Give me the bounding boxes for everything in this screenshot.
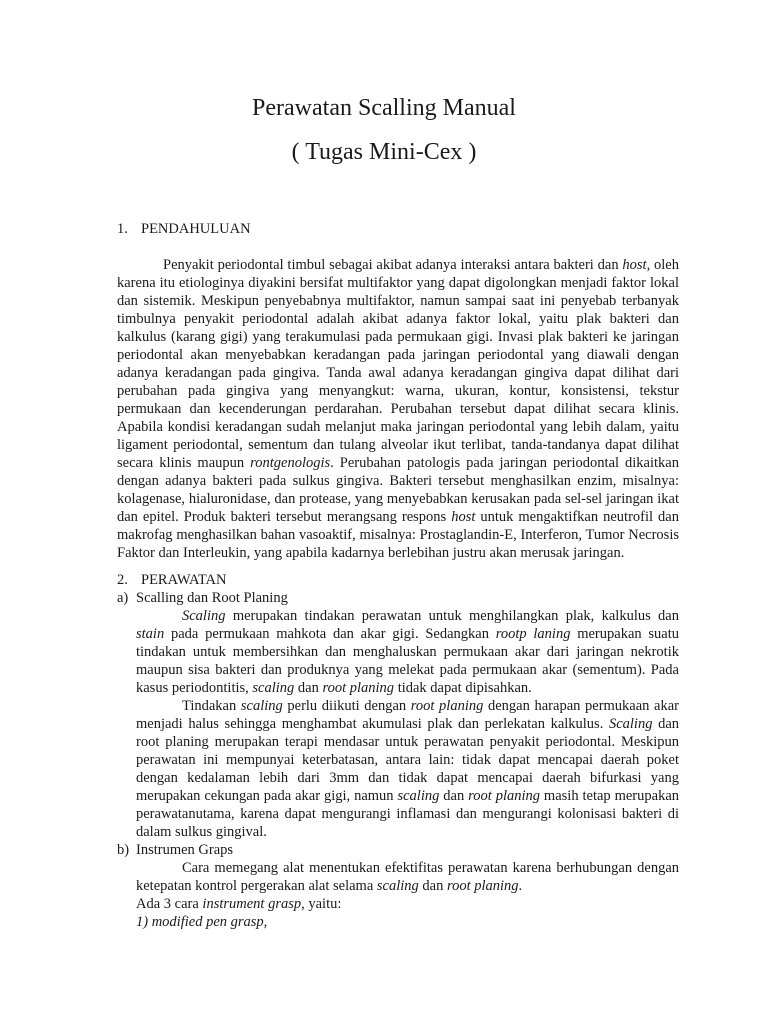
- section-1-paragraph: Penyakit periodontal timbul sebagai akibat adanya interaksi antara bakteri dan host, oleh karena itu etiologinya diyakini bersifat multifaktor yang dapat digolongkan menjadi faktor lokal dan sistemik. Meskipun penyebabnya multifaktor, namun sampai saat ini penyebab terbanyak timbulnya penyakit periodontal adalah akibat adanya faktor lokal, yaitu plak bakteri dan kalkulus (karang gigi) yang terakumulasi pada permukaan gigi. Invasi plak bakteri ke jaringan periodontal akan menyebabkan keradangan pada jaringan periodontal yang diawali dengan adanya keradangan pada gingiva. Tanda awal adanya keradangan gingiva dapat dilihat dari perubahan pada gingiva yang menyangkut: warna, ukuran, kontur, konsistensi, tekstur permukaan dan kecenderungan perdarahan. Perubahan tersebut dapat dilihat secara klinis. Apabila kondisi keradangan sudah melanjut maka jaringan periodontal yang lebih dalam, yaitu ligament periodontal, sementum dan tulang alveolar ikut terlibat, tanda-tandanya dapat dilihat secara klinis maupun rontgenologis. Perubahan patologis pada jaringan periodontal dikaitkan dengan adanya bakteri pada sulkus gingiva. Bakteri tersebut menghasilkan enzim, misalnya: kolagenase, hialuronidase, dan protease, yang menyebabkan kerusakan pada sel-sel jaringan ikat dan epitel. Produk bakteri tersebut merangsang respons host untuk mengaktifkan neutrofil dan makrofag menghasilkan bahan vasoaktif, misalnya: Prostaglandin-E, Interferon, Tumor Necrosis Faktor dan Interleukin, yang apabila kadarnya berlebihan justru akan merusak jaringan.: [117, 257, 679, 561]
- scaling-paragraph-1: Scaling merupakan tindakan perawatan untuk menghilangkan plak, kalkulus dan stain pada permukaan mahkota dan akar gigi. Sedangkan rootp laning merupakan suatu tindakan untuk membersihkan dan menghaluskan permukaan akar dari jaringan nekrotik maupun sisa bakteri dan produknya yang melekat pada permukaan akar (sementum). Pada kasus periodontitis, scaling dan root planing tidak dapat dipisahkan.: [136, 608, 680, 696]
- subsection-b-heading: Instrumen Graps: [136, 842, 234, 858]
- grasp-list-item-1: 1) modified pen grasp,: [136, 914, 268, 930]
- grasp-intro: Ada 3 cara instrument grasp, yaitu:: [136, 896, 342, 912]
- section-1-number: 1.: [117, 221, 128, 237]
- grasp-paragraph: Cara memegang alat menentukan efektifitas perawatan karena berhubungan dengan ketepatan kontrol pergerakan alat selama scaling dan root planing.: [136, 860, 679, 894]
- section-2-heading: PERAWATAN: [141, 572, 227, 588]
- scaling-paragraph-2: Tindakan scaling perlu diikuti dengan root planing dengan harapan permukaan akar menjadi halus sehingga menghambat akumulasi plak dan perlekatan kalkulus. Scaling dan root planing merupakan terapi mendasar untuk perawatan penyakit periodontal. Meskipun perawatan ini mempunyai keterbatasan, antara lain: tidak dapat mencapai daerah poket dengan kedalaman lebih dari 3mm dan tidak dapat mencapai daerah bifurkasi yang merupakan cekungan pada akar gigi, namun scaling dan root planing masih tetap merupakan perawatanutama, karena dapat mengurangi inflamasi dan mengurangi kolonisasi bakteri di dalam sulkus gingival.: [136, 698, 680, 840]
- subsection-a-heading: Scalling dan Root Planing: [136, 590, 288, 606]
- document-title: Perawatan Scalling Manual: [252, 95, 516, 121]
- subsection-b-marker: b): [117, 842, 130, 858]
- document-subtitle: ( Tugas Mini-Cex ): [291, 139, 477, 165]
- section-1-heading: PENDAHULUAN: [141, 221, 251, 237]
- section-2-number: 2.: [117, 572, 128, 588]
- subsection-a-marker: a): [117, 590, 129, 606]
